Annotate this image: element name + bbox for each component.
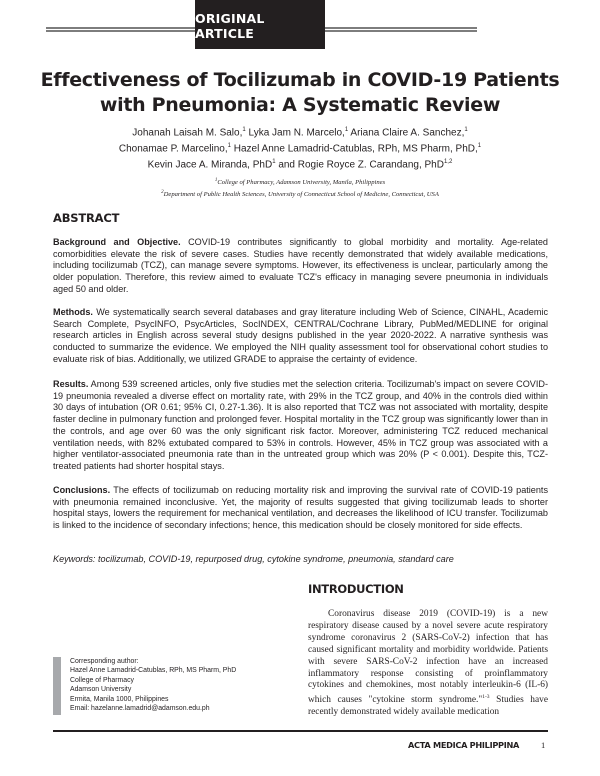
author-list	[60, 124, 540, 171]
corresponding-author-box	[53, 657, 293, 715]
article-title	[30, 68, 570, 118]
title-line-1: Effectiveness of Tocilizumab in COVID-19 Patients	[40, 69, 560, 91]
affiliation-2: $^2$Department of Public Health Sciences, University of Connecticut School of Medicine, Connecticut, USA	[161, 190, 439, 199]
author-sup: 1	[464, 127, 468, 133]
section-label: Conclusions.	[53, 485, 111, 495]
corr-label: Corresponding author:	[70, 658, 139, 665]
section-label: Results.	[53, 379, 89, 389]
keywords: Keywords: tocilizumab, COVID-19, repurposed drug, cytokine syndrome, pneumonia, standard care	[53, 554, 454, 564]
footer-rule	[53, 730, 548, 732]
banner-rule-left	[46, 27, 196, 32]
introduction-body: Coronavirus disease 2019 (COVID-19) is a new respiratory disease caused by a novel severe acute respiratory syndrome coronavirus 2 (SARS-CoV-2) infection that has caused significant mortality and morbidity worldwide. Patients with severe SARS-CoV-2 infection have an increased inflammatory response consisting of proinflammatory cytokines and chemokines, most notably interleukin-6 (IL-6) which causes "cytokine storm syndrome."$^{1-3}$ Studies have recently demonstrated widely available medication	[308, 609, 548, 718]
article-type-banner: ORIGINAL ARTICLE	[195, 0, 325, 49]
author-sup: 1	[344, 127, 349, 133]
introduction-heading: INTRODUCTION	[308, 582, 404, 596]
banner-rule-right	[325, 27, 477, 32]
corr-email[interactable]: Email: hazelanne.lamadrid@adamson.edu.ph	[70, 705, 210, 713]
title-line-2: with Pneumonia: A Systematic Review	[99, 94, 501, 116]
author-name: Chonamae P. Marcelino,	[118, 143, 228, 155]
section-label: Background and Objective.	[53, 237, 181, 247]
corr-dept: College of Pharmacy	[70, 676, 134, 684]
author-name: Lyka Jam N. Marcelo,	[248, 127, 345, 139]
author-sup: 1	[477, 142, 482, 149]
abstract-results: Results. Among 539 screened articles, only five studies met the selection criteria. Tocilizumab's impact on severe COVID-19 pneumonia revealed a diverse effect on mortality rate, with 29% in the TCZ group, and 40% in the controls died within 30 days of intubation (OR 0.61; 95% CI, 0.27-1.36). It is also reported that TCZ was not associated with mortality, despite faster decline in pulmonary function and prolonged fever. Hospital mortality in the TCZ group was significantly lower than in the controls, and age over 60 was the only significant risk factor. Moreover, administering TCZ reduced mechanical ventilation needs, with 82% extubated compared to 53% in controls. However, 45% in TCZ group was associated with a higher ventilator-associated pneumonia rate than in the untreated group which was 20% (P < 0.001). Despite this, TCZ-treated patients had shorter hospital stays.	[53, 379, 548, 471]
author-sup: 1	[242, 127, 246, 133]
author-name: Kevin Jace A. Miranda, PhD	[147, 158, 273, 170]
corr-address: Ermita, Manila 1000, Philippines	[70, 695, 169, 703]
journal-name: ACTA MEDICA PHILIPPINA	[408, 740, 520, 750]
abstract-heading: ABSTRACT	[53, 211, 120, 225]
citation: 1-3	[482, 694, 490, 701]
affiliations	[60, 176, 540, 200]
section-label: Methods.	[53, 307, 93, 317]
corr-name: Hazel Anne Lamadrid-Catublas, RPh, MS Pharm, PhD	[70, 667, 237, 675]
affiliation-1: $^1$College of Pharmacy, Adamson University, Manila, Philippines	[214, 178, 386, 187]
author-name: Johanah Laisah M. Salo,	[132, 127, 243, 139]
author-sup: 1	[272, 158, 276, 165]
author-name: Hazel Anne Lamadrid-Catublas, RPh, MS Pharm, PhD,	[233, 143, 478, 155]
author-sup: 1,2	[443, 158, 453, 165]
corr-institution: Adamson University	[70, 686, 132, 694]
abstract-methods: Methods. We systematically search several databases and gray literature including Web of Science, CINAHL, Academic Search Complete, PsycINFO, PsycArticles, SocINDEX, CENTRAL/Cochrane Library, PubMed/MEDLINE for original research articles in English across several study designs published in the year 2020-2022. A narrative synthesis was conducted to summarize the evidence. We employed the NIH quality assessment tool for observational cohort studies to evaluate risk of bias. Additionally, we utilized GRADE to appraise the certainty of evidence.	[53, 307, 548, 364]
abstract-conclusions: Conclusions. The effects of tocilizumab on reducing mortality risk and improving the survival rate of COVID-19 patients with pneumonia remained inconclusive. Yet, the majority of results suggested that giving tocilizumab leads to shorter hospital stays, lowers the requirement for mechanical ventilation, and decreases the likelihood of ICU transfer. Tocilizumab is linked to the incidence of secondary infections; hence, this medication should be closely monitored for side effects.	[53, 485, 548, 531]
abstract-background: Background and Objective. COVID-19 contributes significantly to global morbidity and mortality. Age-related comorbidities elevate the risk of severe cases. Studies have recently demonstrated that widely available medications, including tocilizumab (TCZ), can manage severe symptoms. However, its effectiveness is unclear, particularly among the older population. Therefore, this review aimed to evaluate TCZ's efficacy in managing severe pneumonia in individuals aged 50 and older.	[53, 237, 548, 294]
author-name: and Rogie Royce Z. Carandang, PhD	[278, 158, 444, 170]
author-name: Ariana Claire A. Sanchez,	[350, 127, 465, 139]
page-number: 1	[541, 740, 546, 750]
author-sup: 1	[227, 142, 231, 149]
